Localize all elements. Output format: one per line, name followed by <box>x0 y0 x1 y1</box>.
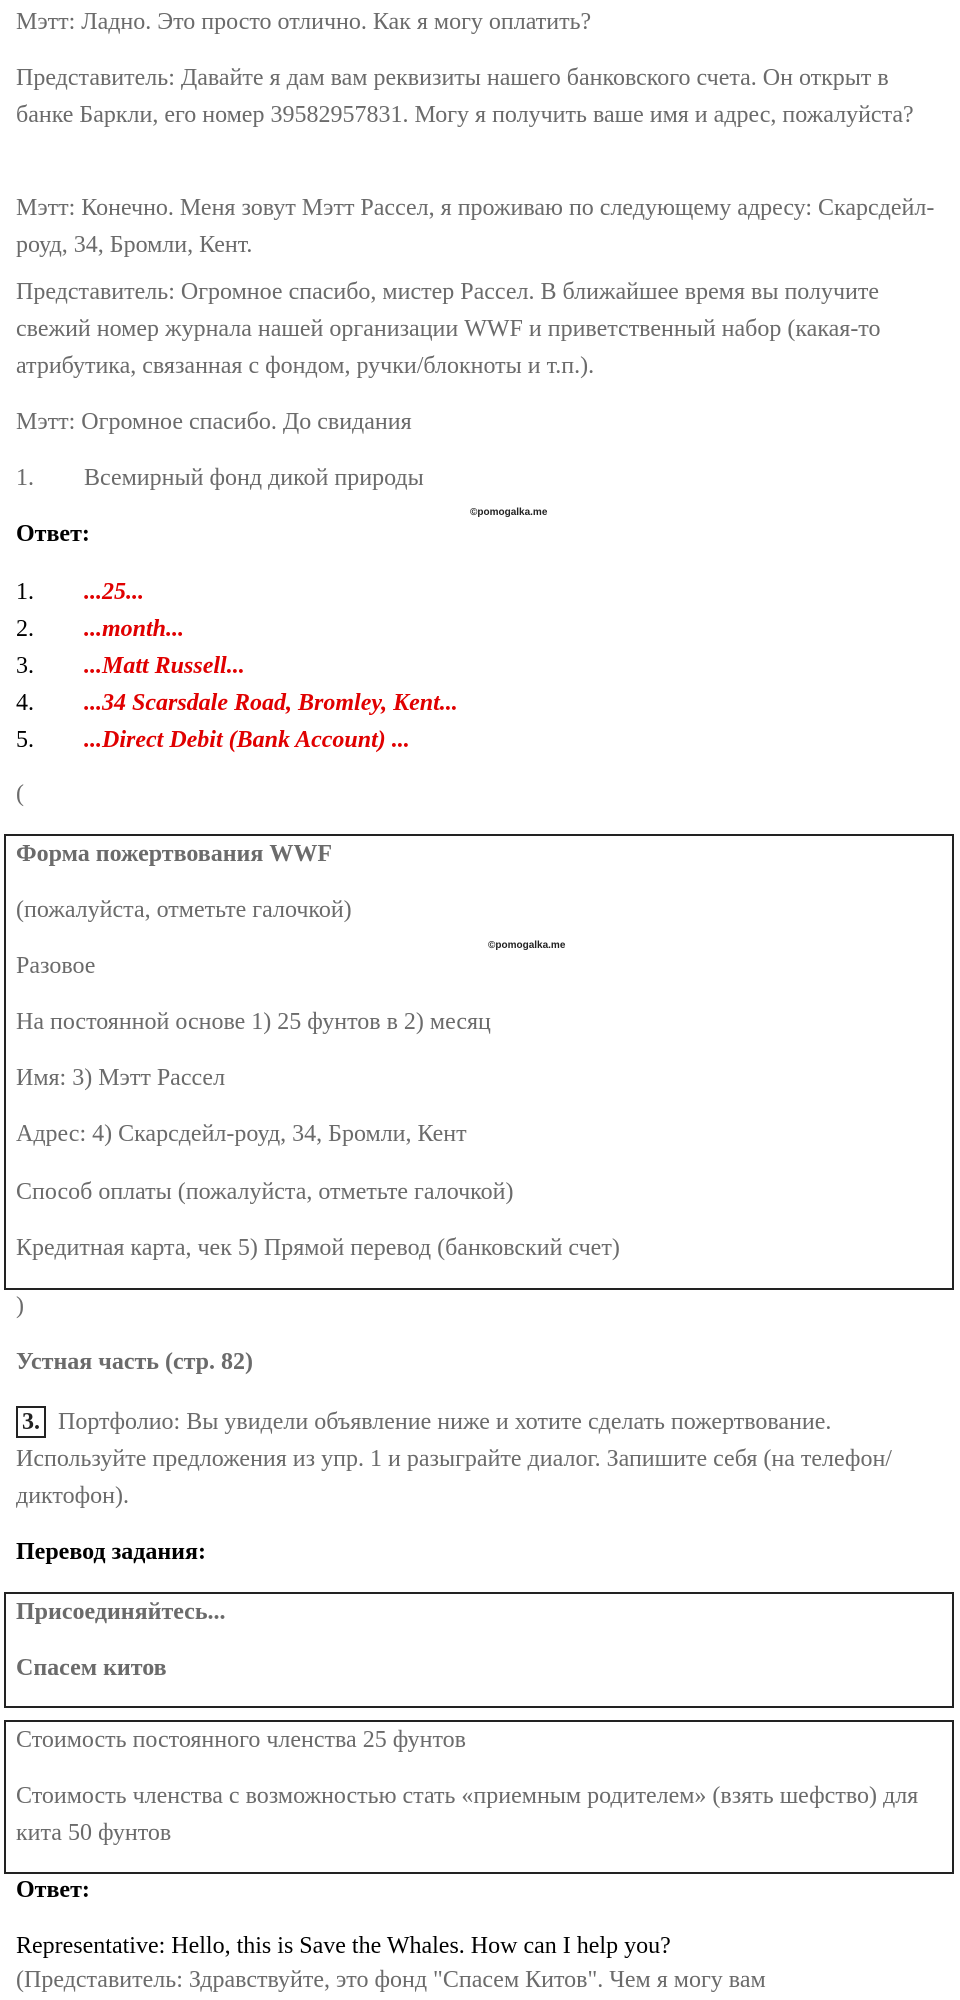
answer-item-3 <box>16 648 245 685</box>
answer-number: 3. <box>16 653 34 679</box>
answer-number: 1. <box>16 579 34 605</box>
answer-text: ...month... <box>84 616 185 642</box>
translation-heading: Перевод задания: <box>16 1539 206 1565</box>
answer-text: ...34 Scarsdale Road, Bromley, Kent... <box>84 690 458 716</box>
footnote-number: 1. <box>16 465 34 491</box>
answer-item-4 <box>16 685 458 722</box>
watermark: ©pomogalka.me <box>470 507 548 518</box>
watermark: ©pomogalka.me <box>488 940 566 951</box>
final-rep-en: Representative: Hello, this is Save the Whales. How can I help you? <box>16 1933 671 1959</box>
donation-form-box <box>4 834 954 1290</box>
ad-membership-regular: Стоимость постоянного членства 25 фунтов <box>16 1727 467 1753</box>
ad-box-join <box>4 1592 954 1708</box>
footnote-text: Всемирный фонд дикой природы <box>84 465 424 491</box>
dialog-matt-name: Мэтт: Конечно. Меня зовут Мэтт Рассел, я проживаю по следующему адресу: Скарсдейл-роуд, 34, Бромли, Кент. <box>16 195 935 258</box>
task3-text: Портфолио: Вы увидели объявление ниже и хотите сделать пожертвование. Используйте предложения из упр. 1 и разыграйте диалог. Запишите себя (на телефон/диктофон). <box>16 1409 892 1509</box>
form-title: Форма пожертвования WWF <box>16 841 333 867</box>
ad-membership-adopt: Стоимость членства с возможностью стать «приемным родителем» (взять шефство) для кита 50 фунтов <box>16 1783 919 1846</box>
answer-item-5 <box>16 722 410 759</box>
task-number-badge: 3. <box>16 1406 46 1438</box>
dialog-matt-pay: Мэтт: Ладно. Это просто отлично. Как я могу оплатить? <box>16 9 592 35</box>
answer-number: 2. <box>16 616 34 642</box>
form-payment: Способ оплаты (пожалуйста, отметьте галочкой) <box>16 1179 514 1205</box>
answer2-heading: Ответ: <box>16 1877 90 1903</box>
dialog-matt-bye: Мэтт: Огромное спасибо. До свидания <box>16 409 412 435</box>
ad-box-membership <box>4 1720 954 1874</box>
form-tick-hint: (пожалуйста, отметьте галочкой) <box>16 897 352 923</box>
answer-text: ...Direct Debit (Bank Account) ... <box>84 727 410 753</box>
oral-heading: Устная часть (стр. 82) <box>16 1349 254 1375</box>
paren-open: ( <box>16 781 24 807</box>
answer-text: ...Matt Russell... <box>84 653 245 679</box>
form-address: Адрес: 4) Скарсдейл-роуд, 34, Бромли, Кент <box>16 1121 467 1147</box>
answer-item-2 <box>16 611 184 648</box>
dialog-rep-bank: Представитель: Давайте я дам вам реквизиты нашего банковского счета. Он открыт в банке Баркли, его номер 39582957831. Могу я получить ваше имя и адрес, пожалуйста? <box>16 65 914 128</box>
ad-join-line: Присоединяйтесь... <box>16 1599 226 1625</box>
dialog-rep-thanks: Представитель: Огромное спасибо, мистер Рассел. В ближайшее время вы получите свежий номер журнала нашей организации WWF и приветственный набор (какая-то атрибутика, связанная с фондом, ручки/блокноты и т.п.). <box>16 279 881 379</box>
footnote <box>16 460 424 497</box>
form-name: Имя: 3) Мэтт Рассел <box>16 1065 226 1091</box>
task3-text-block <box>16 1404 916 1515</box>
answer-text: ...25... <box>84 579 144 605</box>
ad-save-whales-line: Спасем китов <box>16 1655 167 1681</box>
answer-item-1 <box>16 574 144 611</box>
answer-number: 4. <box>16 690 34 716</box>
form-methods: Кредитная карта, чек 5) Прямой перевод (банковский счет) <box>16 1235 620 1261</box>
form-regular: На постоянной основе 1) 25 фунтов в 2) месяц <box>16 1009 491 1035</box>
paren-close: ) <box>16 1293 24 1319</box>
final-rep-ru: (Представитель: Здравствуйте, это фонд "Спасем Китов". Чем я могу вам <box>16 1967 766 1993</box>
form-once: Разовое <box>16 953 96 979</box>
answer-number: 5. <box>16 727 34 753</box>
answer-heading: Ответ: <box>16 521 90 547</box>
